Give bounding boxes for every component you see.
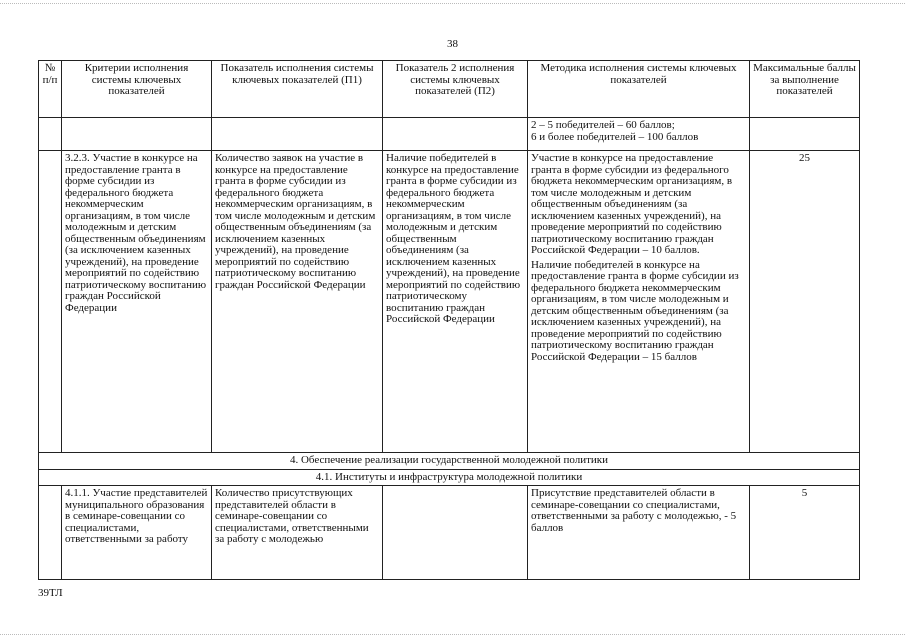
section-4-1-title: 4.1. Институты и инфраструктура молодежной политики <box>39 469 860 486</box>
continuation-row <box>39 118 860 151</box>
header-p2: Показатель 2 исполнения системы ключевых показателей (П2) <box>383 61 528 118</box>
header-num: № п/п <box>39 61 62 118</box>
cont-method <box>528 118 750 151</box>
cont-max <box>750 118 860 151</box>
footer-code: 39ТЛ <box>38 587 63 599</box>
table-row-3-2-3 <box>39 151 860 453</box>
row-411-num <box>39 486 62 580</box>
header-method: Методика исполнения системы ключевых показателей <box>528 61 750 118</box>
row-323-max: 25 <box>750 151 860 453</box>
header-p1: Показатель исполнения системы ключевых показателей (П1) <box>212 61 383 118</box>
row-323-method-part2: Наличие победителей в конкурсе на предоставление гранта в форме субсидии из федерального бюджета некоммерческим организациям, в том числе молодежным и детским общественным объединениям (за исключением казенных учреждений), на проведение мероприятий по содействию патриотическому воспитанию граждан Российской Федерации – 15 баллов <box>531 258 739 363</box>
row-323-method <box>528 151 750 453</box>
cont-p2 <box>383 118 528 151</box>
row-323-num <box>39 151 62 453</box>
cont-method-line2: 6 и более победителей – 100 баллов <box>531 130 699 143</box>
cont-num <box>39 118 62 151</box>
kpi-table <box>38 60 860 580</box>
header-max: Максимальные баллы за выполнение показателей <box>750 61 860 118</box>
page-number: 38 <box>447 38 458 50</box>
scan-artifact-top <box>0 3 905 5</box>
header-row <box>39 61 860 118</box>
scan-artifact-bottom <box>0 634 905 636</box>
row-411-max: 5 <box>750 486 860 580</box>
table-row-4-1-1 <box>39 486 860 580</box>
section-4-title: 4. Обеспечение реализации государственной молодежной политики <box>39 453 860 470</box>
header-criteria: Критерии исполнения системы ключевых показателей <box>62 61 212 118</box>
cont-p1 <box>212 118 383 151</box>
row-323-p1: Количество заявок на участие в конкурсе на предоставление гранта в форме субсидии из федерального бюджета некоммерческим организациям, в том числе молодежным и детским общественным объединениям (за исключением казенных учреждений), на проведение мероприятий по содействию патриотическому воспитанию граждан Российской Федерации <box>212 151 383 453</box>
row-323-criteria: 3.2.3. Участие в конкурсе на предоставление гранта в форме субсидии из федерального бюджета некоммерческим организациям, в том числе молодежным и детским общественным объединениям (за исключением казенных учреждений), на проведение мероприятий по содействию патриотическому воспитанию граждан Российской Федерации <box>62 151 212 453</box>
row-323-p2: Наличие победителей в конкурсе на предоставление гранта в форме субсидии из федерального бюджета некоммерческим организациям, в том числе молодежным и детским общественным объединениям (за исключением казенных учреждений), на проведение мероприятий по содействию патриотическому воспитанию граждан Российской Федерации <box>383 151 528 453</box>
cont-criteria <box>62 118 212 151</box>
row-411-criteria: 4.1.1. Участие представителей муниципального образования в семинаре-совещании со специалистами, ответственными за работу <box>62 486 212 580</box>
cont-method-line1: 2 – 5 победителей – 60 баллов; <box>531 119 675 131</box>
row-411-p2 <box>383 486 528 580</box>
row-411-p1: Количество присутствующих представителей области в семинаре-совещании со специалистами, ответственными за работу с молодежью <box>212 486 383 580</box>
row-411-method: Присутствие представителей области в семинаре-совещании со специалистами, ответственными за работу с молодежью, - 5 баллов <box>528 486 750 580</box>
section-row-4-1 <box>39 469 860 486</box>
row-323-method-part1: Участие в конкурсе на предоставление гранта в форме субсидии из федерального бюджета некоммерческим организациям, в том числе молодежным и детским общественным объединениям (за исключением казенных учреждений), на проведение мероприятий по содействию патриотическому воспитанию граждан Российской Федерации – 10 баллов. <box>531 152 733 256</box>
section-row-4 <box>39 453 860 470</box>
